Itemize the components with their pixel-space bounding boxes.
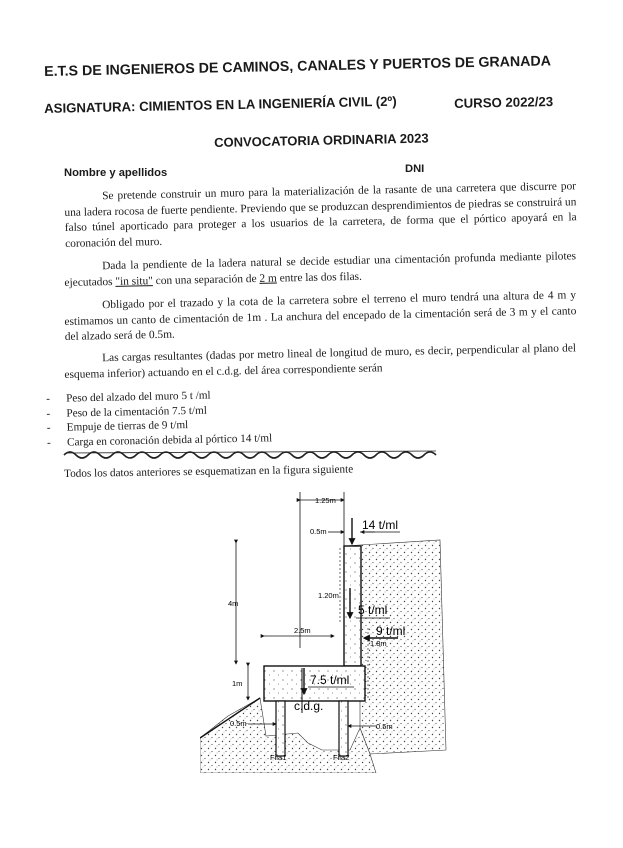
dim-05-left-label: 0.5m	[230, 719, 247, 728]
pile-row-1	[276, 701, 285, 756]
slope-ground	[200, 698, 376, 773]
subject-title: ASIGNATURA: CIMIENTOS EN LA INGENIERÍA CIVIL (2º)	[44, 93, 397, 116]
paragraph-geometry: Obligado por el trazado y la cota de la carretera sobre el terreno el muro tendrá una altura de 4 m y estimamos un canto de cimentación de 1m . La anchura del encepado de la cimentación será de 3 m y el canto del alzado será de 0.5m.	[64, 289, 577, 344]
cdg-label: c.d.g.	[294, 699, 324, 713]
load-item: - Empuje de tierras de 9 t/ml	[47, 416, 272, 435]
p2-text-e: entre las dos filas.	[276, 270, 363, 285]
course-year: CURSO 2022/23	[454, 93, 554, 111]
dim-120-label: 1.20m	[318, 591, 339, 600]
dim-05-right-label: 0.5m	[376, 722, 393, 731]
paragraph-intro: Se pretende construir un muro para la materialización de la rasante de una carretera que discurre por una ladera rocosa de fuerte pendiente. Previendo que se produzcan desprendimientos de piedras se construirá un falso túnel aporticado para proteger a los usuarios de la carretera, de forma que el pórtico apoyará en la coronación del muro.	[64, 180, 577, 250]
load-14-label: 14 t/ml	[362, 518, 399, 532]
load-75-label: 7.5 t/ml	[310, 673, 350, 687]
dim-05-top-label: 0.5m	[310, 527, 327, 536]
loads-list	[46, 387, 272, 450]
struck-out-line	[62, 448, 442, 460]
wall-diagram	[200, 488, 450, 773]
dim-25-label: 2.5m	[294, 626, 311, 635]
pile-row-2	[339, 701, 348, 756]
load-9-label: 9 t/ml	[376, 624, 406, 638]
p2-insitu: "in situ"	[115, 274, 153, 288]
load-item: - Peso del alzado del muro 5 t /ml	[46, 387, 271, 406]
load-5-label: 5 t/ml	[358, 603, 388, 617]
p2-separation: 2 m	[259, 272, 277, 285]
pile-2-label: Fila2	[333, 753, 350, 762]
p2-text-c: con una separación de	[152, 272, 260, 287]
pile-1-label: Fila1	[270, 753, 287, 762]
dim-1m-label: 1m	[232, 679, 243, 688]
exam-title: CONVOCATORIA ORDINARIA 2023	[214, 130, 429, 150]
dim-125-label: 1.25m	[315, 496, 336, 505]
paragraph-loads: Las cargas resultantes (dadas por metro lineal de longitud de muro, es decir, perpendicular al plano del esquema inferior) actuando en el c.d.g. del área correspondiente serán	[64, 342, 577, 381]
dni-label: DNI	[405, 163, 425, 175]
school-title: E.T.S DE INGENIEROS DE CAMINOS, CANALES Y PUERTOS DE GRANADA	[44, 53, 552, 80]
dim-18-label: 1.8m	[370, 639, 387, 648]
load-item: - Peso de la cimentación 7.5 t/ml	[46, 402, 271, 421]
p2-text-a: Dada la pendiente de la ladera natural se decide estudiar una cimentación profunda mediante pilotes ejecutados	[64, 250, 577, 289]
load-item: - Carga en coronación debida al pórtico 14 t/ml	[47, 431, 272, 450]
paragraph-piles	[64, 249, 577, 291]
name-label: Nombre y apellidos	[64, 167, 168, 179]
figure-intro: Todos los datos anteriores se esquematizan en la figura siguiente	[64, 463, 354, 480]
dim-4m-label: 4m	[228, 599, 239, 608]
